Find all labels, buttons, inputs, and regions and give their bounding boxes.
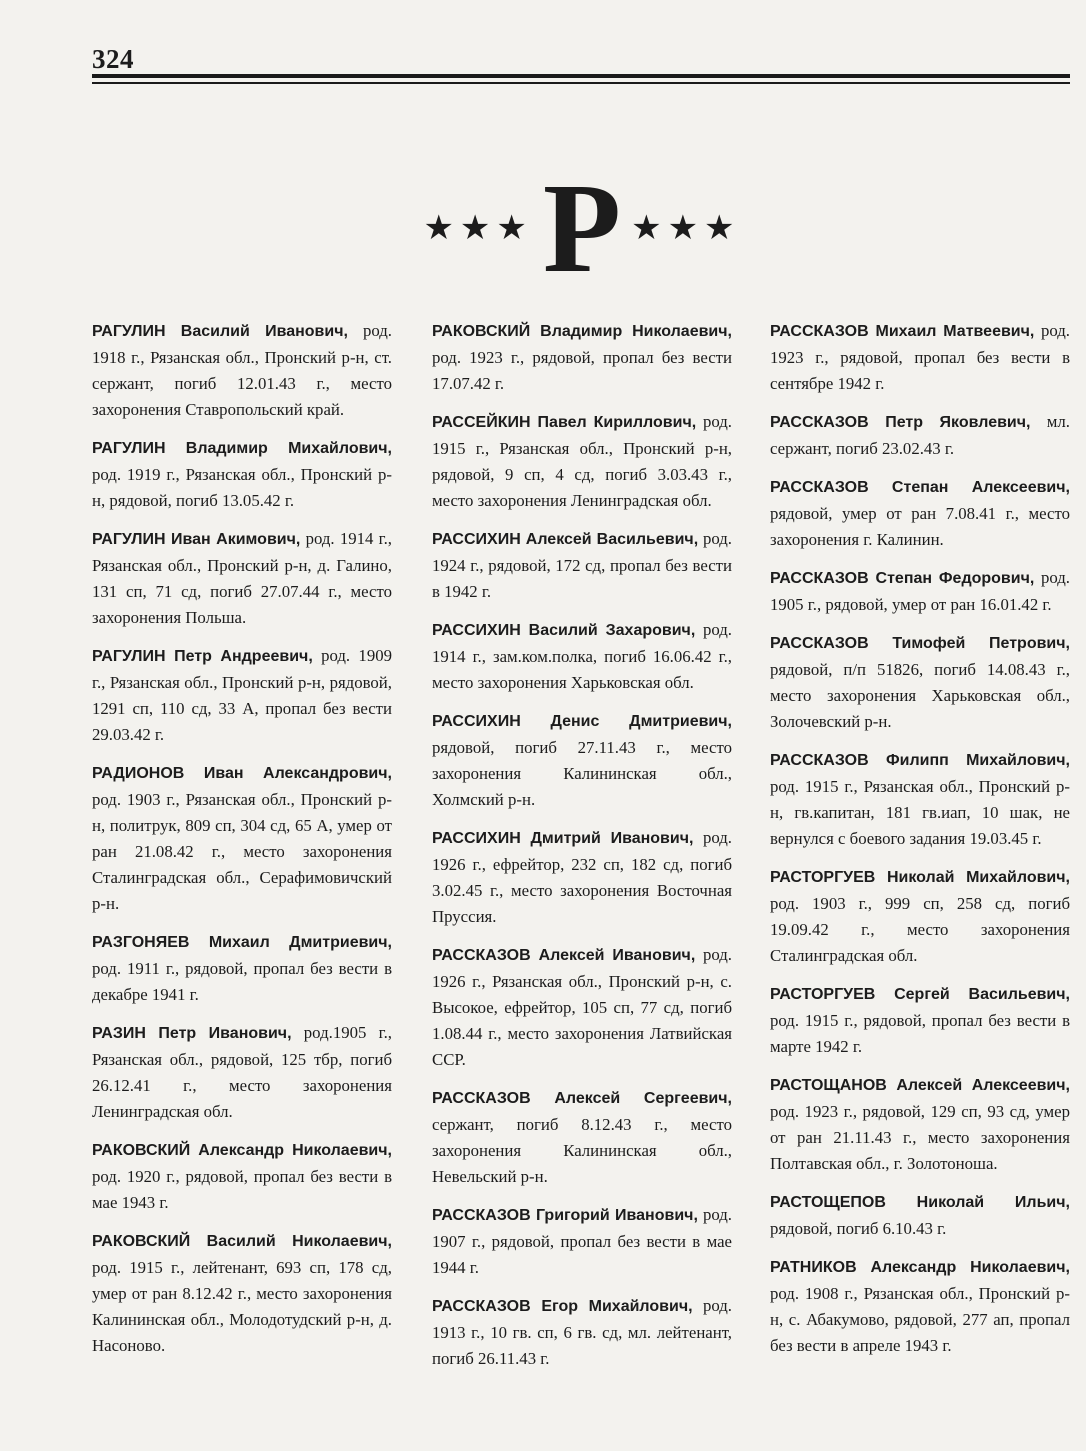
entry-details: род. 1907 г., рядовой, пропал без вести в мае 1944 г.: [432, 1205, 732, 1277]
section-letter: Р: [542, 157, 622, 299]
page-number: 324: [92, 44, 134, 74]
entry-details: род. 1915 г., Рязанская обл., Пронский р-н, гв.капитан, 181 гв.иап, 10 шак, не вернулся с боевого задания 19.03.45 г.: [770, 777, 1070, 848]
entry-details: рядовой, погиб 27.11.43 г., место захоронения Калининская обл., Холмский р-н.: [432, 738, 732, 809]
entry-name: РАССКАЗОВ Григорий Иванович,: [432, 1207, 698, 1224]
list-item: [92, 1228, 392, 1359]
list-item: [770, 409, 1070, 462]
entry-name: РАСТОРГУЕВ Николай Михайлович,: [770, 869, 1070, 886]
entry-details: род. 1905 г., рядовой, умер от ран 16.01.42 г.: [770, 568, 1070, 614]
entry-name: РАССКАЗОВ Алексей Иванович,: [432, 947, 696, 964]
entry-details: род. 1926 г., ефрейтор, 232 сп, 182 сд, погиб 3.02.45 г., место захоронения Восточная Пруссия.: [432, 828, 732, 926]
entry-details: род. 1926 г., Рязанская обл., Пронский р-н, с. Высокое, ефрейтор, 105 сп, 77 сд, погиб 1.08.44 г., место захоронения Латвийская ССР.: [432, 945, 732, 1069]
entry-name: РАССКАЗОВ Степан Алексеевич,: [770, 479, 1070, 496]
entry-details: род. 1923 г., рядовой, 129 сп, 93 сд, умер от ран 21.11.43 г., место захоронения Полтавская обл., г. Золотоноша.: [770, 1102, 1070, 1173]
list-item: [432, 825, 732, 930]
column-3: [770, 318, 1070, 1371]
entry-details: род. 1920 г., рядовой, пропал без вести в мае 1943 г.: [92, 1167, 392, 1212]
list-item: [92, 526, 392, 631]
list-item: [92, 435, 392, 514]
list-item: [770, 1189, 1070, 1242]
entry-name: РАДИОНОВ Иван Александрович,: [92, 765, 392, 782]
entry-details: род. 1914 г., зам.ком.полка, погиб 16.06.42 г., место захоронения Харьковская обл.: [432, 620, 732, 692]
entry-details: род. 1915 г., рядовой, пропал без вести в марте 1942 г.: [770, 1011, 1070, 1056]
list-item: [432, 708, 732, 813]
list-item: [432, 617, 732, 696]
entry-details: род.1905 г., Рязанская обл., рядовой, 125 тбр, погиб 26.12.41 г., место захоронения Ленинградская обл.: [92, 1023, 392, 1121]
list-item: [92, 1137, 392, 1216]
entry-details: род. 1914 г., Рязанская обл., Пронский р-н, д. Галино, 131 сп, 71 сд, погиб 27.07.44 г., место захоронения Польша.: [92, 529, 393, 627]
entry-name: РАЗГОНЯЕВ Михаил Дмитриевич,: [92, 934, 392, 951]
list-item: [92, 760, 392, 917]
stars-left: ★★★: [423, 210, 533, 247]
entry-details: род. 1908 г., Рязанская обл., Пронский р-н, с. Абакумово, рядовой, 277 ап, пропал без вести в апреле 1943 г.: [770, 1284, 1070, 1355]
list-item: [770, 318, 1070, 397]
entry-name: РАСТОЩАНОВ Алексей Алексеевич,: [770, 1077, 1070, 1094]
entry-details: рядовой, п/п 51826, погиб 14.08.43 г., место захоронения Харьковская обл., Золочевский р-н.: [770, 660, 1070, 731]
entry-details: род. 1919 г., Рязанская обл., Пронский р-н, рядовой, погиб 13.05.42 г.: [92, 465, 392, 510]
entry-details: рядовой, погиб 6.10.43 г.: [770, 1219, 947, 1238]
entry-details: род. 1903 г., 999 сп, 258 сд, погиб 19.09.42 г., место захоронения Сталинградская обл.: [770, 894, 1070, 965]
entry-name: РАГУЛИН Петр Андреевич,: [92, 648, 313, 665]
entry-name: РАКОВСКИЙ Александр Николаевич,: [92, 1142, 392, 1159]
entry-details: род. 1911 г., рядовой, пропал без вести в декабре 1941 г.: [92, 959, 392, 1004]
entry-name: РАССКАЗОВ Филипп Михайлович,: [770, 752, 1070, 769]
list-item: [770, 864, 1070, 969]
list-item: [432, 1293, 732, 1372]
list-item: [92, 643, 392, 748]
entry-name: РАССИХИН Дмитрий Иванович,: [432, 830, 694, 847]
list-item: [92, 318, 392, 423]
entry-details: род. 1913 г., 10 гв. сп, 6 гв. сд, мл. лейтенант, погиб 26.11.43 г.: [432, 1296, 732, 1368]
entry-name: РАССЕЙКИН Павел Кириллович,: [432, 414, 697, 431]
entry-name: РАГУЛИН Владимир Михайлович,: [92, 440, 392, 457]
entry-name: РАССИХИН Василий Захарович,: [432, 622, 696, 639]
stars-right: ★★★: [631, 210, 741, 247]
list-item: [432, 942, 732, 1073]
column-2: [432, 318, 732, 1384]
section-letter-heading: [423, 157, 741, 299]
column-1: [92, 318, 392, 1371]
entry-details: род. 1915 г., лейтенант, 693 сп, 178 сд, умер от ран 8.12.42 г., место захоронения Калининская обл., Молодотудский р-н, д. Насоново.: [92, 1258, 392, 1355]
entry-name: РАТНИКОВ Александр Николаевич,: [770, 1259, 1070, 1276]
entry-name: РАССКАЗОВ Егор Михайлович,: [432, 1298, 693, 1315]
list-item: [432, 1202, 732, 1281]
list-item: [432, 318, 732, 397]
entry-details: род. 1923 г., рядовой, пропал без вести 17.07.42 г.: [432, 348, 732, 393]
list-item: [92, 929, 392, 1008]
entry-name: РАССКАЗОВ Тимофей Петрович,: [770, 635, 1070, 652]
entry-name: РАСТОЩЕПОВ Николай Ильич,: [770, 1194, 1070, 1211]
entry-name: РАССИХИН Алексей Васильевич,: [432, 531, 699, 548]
list-item: [770, 1072, 1070, 1177]
list-item: [770, 474, 1070, 553]
list-item: [770, 630, 1070, 735]
header-rule-thin: [92, 82, 1070, 84]
entry-name: РАГУЛИН Иван Акимович,: [92, 531, 301, 548]
header-rule-thick: [92, 74, 1070, 78]
entry-details: род. 1903 г., Рязанская обл., Пронский р-н, политрук, 809 сп, 304 сд, 65 А, умер от ран 21.08.42 г., место захоронения Сталинградская обл., Серафимовичский р-н.: [92, 790, 392, 913]
list-item: [432, 409, 732, 514]
list-item: [770, 747, 1070, 852]
entry-details: род. 1909 г., Рязанская обл., Пронский р-н, рядовой, 1291 сп, 110 сд, 33 А, пропал без вести 29.03.42 г.: [92, 646, 392, 744]
list-item: [432, 526, 732, 605]
entry-name: РАССИХИН Денис Дмитриевич,: [432, 713, 732, 730]
entry-name: РАГУЛИН Василий Иванович,: [92, 323, 348, 340]
list-item: [770, 565, 1070, 618]
entry-details: род. 1918 г., Рязанская обл., Пронский р-н, ст. сержант, погиб 12.01.43 г., место захоронения Ставропольский край.: [92, 321, 393, 419]
list-item: [432, 1085, 732, 1190]
entry-name: РАССКАЗОВ Петр Яковлевич,: [770, 414, 1031, 431]
entry-details: рядовой, умер от ран 7.08.41 г., место захоронения г. Калинин.: [770, 504, 1070, 549]
list-item: [770, 981, 1070, 1060]
entry-name: РАССКАЗОВ Михаил Матвеевич,: [770, 323, 1035, 340]
entry-name: РАССКАЗОВ Алексей Сергеевич,: [432, 1090, 732, 1107]
entry-name: РАЗИН Петр Иванович,: [92, 1025, 292, 1042]
list-item: [92, 1020, 392, 1125]
entry-details: род. 1924 г., рядовой, 172 сд, пропал без вести в 1942 г.: [432, 529, 732, 601]
entry-name: РАСТОРГУЕВ Сергей Васильевич,: [770, 986, 1070, 1003]
entry-details: род. 1923 г., рядовой, пропал без вести в сентябре 1942 г.: [770, 321, 1070, 393]
entry-name: РАССКАЗОВ Степан Федорович,: [770, 570, 1035, 587]
entry-details: мл. сержант, погиб 23.02.43 г.: [770, 412, 1070, 458]
entry-name: РАКОВСКИЙ Василий Николаевич,: [92, 1233, 392, 1250]
entry-details: сержант, погиб 8.12.43 г., место захоронения Калининская обл., Невельский р-н.: [432, 1115, 732, 1186]
entry-name: РАКОВСКИЙ Владимир Николаевич,: [432, 323, 732, 340]
entry-details: род. 1915 г., Рязанская обл., Пронский р-н, рядовой, 9 сп, 4 сд, погиб 3.03.43 г., место захоронения Ленинградская обл.: [432, 412, 732, 510]
list-item: [770, 1254, 1070, 1359]
